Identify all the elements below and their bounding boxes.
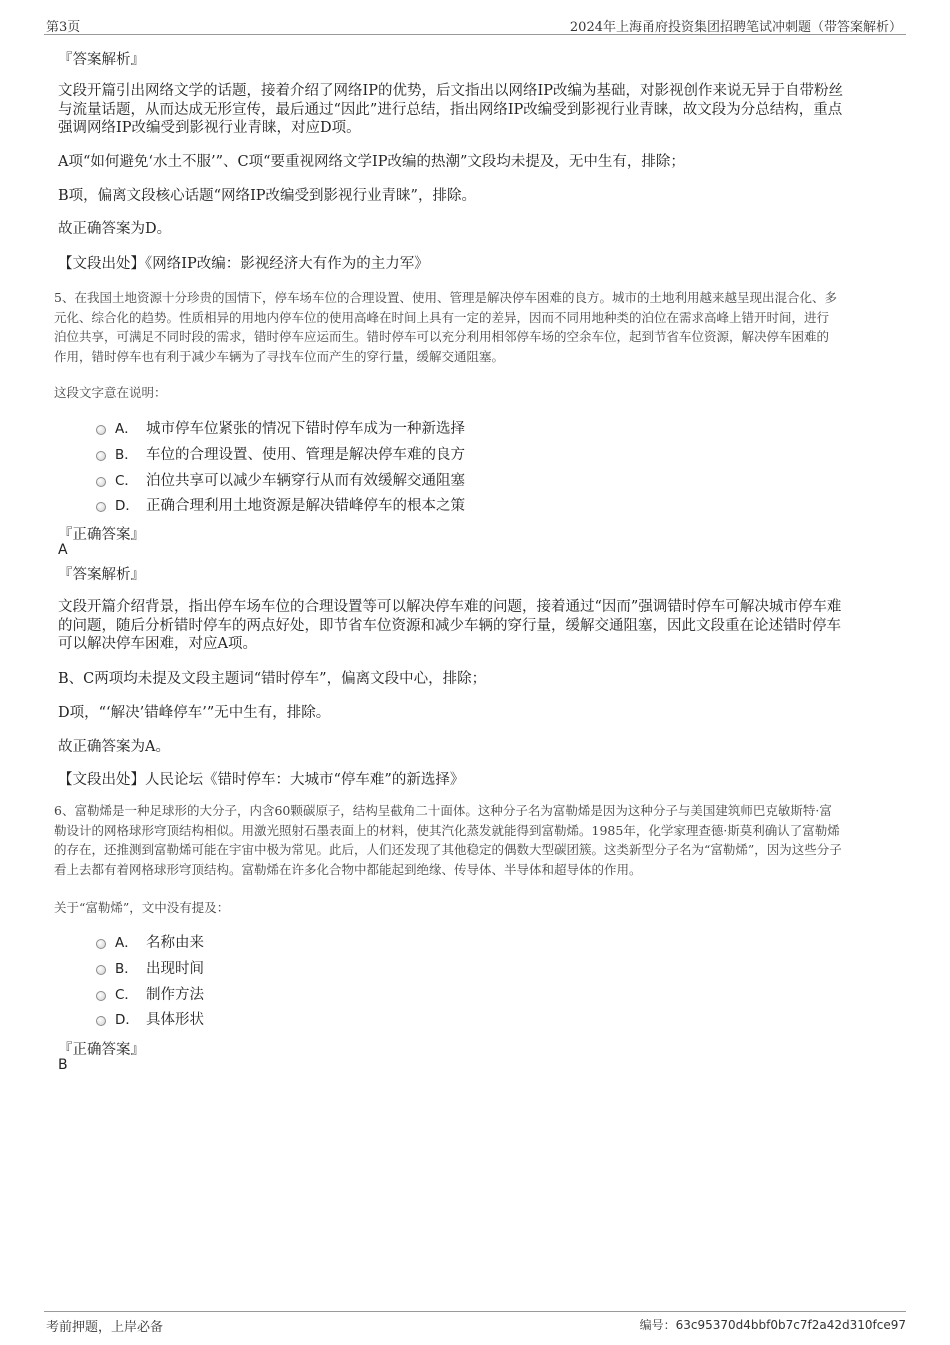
option-text: 正确合理利用土地资源是解决错峰停车的根本之策 [146,498,465,515]
question-line: 看上去都有着网格球形穹顶结构。富勒烯在许多化合物中都能起到绝缘、传导体、半导体和超导体的作用。 [54,861,642,877]
radio-button-icon[interactable] [96,965,106,975]
analysis-paragraph [58,82,888,138]
source-citation: 【文段出处】《网络IP改编：影视经济大有作为的主力军》 [58,256,429,272]
page-footer [44,1311,906,1334]
analysis-note-bc: B、C两项均未提及文段主题词“错时停车”，偏离文段中心，排除； [58,671,487,687]
analysis-line: 文段开篇介绍背景，指出停车场车位的合理设置等可以解决停车难的问题，接着通过“因而”强调错时停车可解决城市停车难 [58,599,842,615]
question-6-text [54,801,900,879]
question-6-prompt: 关于“富勒烯”，文中没有提及： [54,900,230,915]
page-number: 第3页 [46,20,81,35]
radio-button-icon[interactable] [96,502,106,512]
option-key: A． [115,421,138,437]
page-header [44,12,906,35]
analysis-line: 强调网络IP改编受到影视行业青睐，对应D项。 [58,120,361,136]
analysis-line: 可以解决停车困难，对应A项。 [58,636,257,652]
option-key: B． [115,446,138,463]
analysis-label: 『答案解析』 [58,52,145,68]
analysis-note-d: D项，“‘解决’错峰停车’”无中生有，排除。 [58,705,331,721]
analysis-conclusion: 故正确答案为A。 [58,739,170,755]
option-key: B． [115,960,138,977]
radio-button-icon[interactable] [96,1016,106,1026]
question-5-text [54,288,900,366]
analysis-line: 文段开篇引出网络文学的话题，接着介绍了网络IP的优势，后文指出以网络IP改编为基础，对影视创作来说无异于自带粉丝 [58,83,843,99]
option-key: D． [115,1012,139,1029]
option-text: 城市停车位紧张的情况下错时停车成为一种新选择 [146,421,465,437]
radio-button-icon[interactable] [96,939,106,949]
question-5-prompt: 这段文字意在说明： [54,385,167,400]
source-citation: 【文段出处】人民论坛《错时停车：大城市“停车难”的新选择》 [58,772,465,788]
option-text: 制作方法 [146,986,204,1003]
question-line: 泊位共享，可满足不同时段的需求，错时停车应运而生。错时停车可以充分利用相邻停车场的空余车位，起到节省车位资源，解决停车困难的 [54,329,830,344]
option-key: C． [115,472,138,489]
document-title: 2024年上海甬府投资集团招聘笔试冲刺题（带答案解析） [569,20,902,35]
radio-button-icon[interactable] [96,451,106,461]
correct-answer: A [58,542,68,558]
analysis-paragraph [58,598,888,654]
question-line: 元化、综合化的趋势。性质相异的用地内停车位的使用高峰在时间上具有一定的差异，因而不同用地种类的泊位在需求高峰上错开时间，进行 [54,309,830,325]
question-line: 5、在我国土地资源十分珍贵的国情下，停车场车位的合理设置、使用、管理是解决停车困难的良方。城市的土地利用越来越呈现出混合化、多 [54,290,837,305]
radio-button-icon[interactable] [96,425,106,435]
option-key: D． [115,498,139,515]
option-text: 具体形状 [146,1012,204,1029]
option-text: 车位的合理设置、使用、管理是解决停车难的良方 [146,446,465,463]
question-line: 的存在，还推测到富勒烯可能在宇宙中极为常见。此后，人们还发现了其他稳定的偶数大型碳团簇。这类新型分子名为“富勒烯”，因为这些分子 [54,842,842,857]
analysis-label: 『答案解析』 [58,567,145,583]
correct-answer-label: 『正确答案』 [58,1042,145,1058]
footer-slogan: 考前押题，上岸必备 [46,1320,164,1335]
analysis-conclusion: 故正确答案为D。 [58,221,172,237]
correct-answer: B [58,1057,68,1073]
option-key: C． [115,986,138,1003]
analysis-line: 与流量话题，从而达成无形宣传，最后通过“因此”进行总结，指出网络IP改编受到影视行业青睐，故文段为分总结构，重点 [58,101,843,118]
radio-button-icon[interactable] [96,477,106,487]
option-key: A． [115,935,138,951]
question-line: 勒设计的网格球形穹顶结构相似。用激光照射石墨表面上的材料，使其汽化蒸发就能得到富勒烯。1985年，化学家理查德·斯莫利确认了富勒烯 [54,822,840,838]
correct-answer-label: 『正确答案』 [58,527,145,543]
question-line: 作用，错时停车也有利于减少车辆为了寻找车位而产生的穿行量，缓解交通阻塞。 [54,348,505,364]
analysis-note-a: A项“如何避免‘水土不服’”、C项“要重视网络文学IP改编的热潮”文段均未提及，无中生有，排除； [58,154,685,170]
option-text: 出现时间 [146,960,204,977]
question-line: 6、富勒烯是一种足球形的大分子，内含60颗碳原子，结构呈截角二十面体。这种分子名为富勒烯是因为这种分子与美国建筑师巴克敏斯特·富 [54,803,832,818]
analysis-note-b: B项，偏离文段核心话题“网络IP改编受到影视行业青睐”，排除。 [58,188,476,204]
option-text: 名称由来 [146,935,204,951]
analysis-line: 的问题，随后分析错时停车的两点好处，即节省车位资源和减少车辆的穿行量，缓解交通阻塞，因此文段重在论述错时停车 [58,617,841,634]
option-text: 泊位共享可以减少车辆穿行从而有效缓解交通阻塞 [146,472,465,489]
document-id: 编号：63c95370d4bbf0b7c7f2a42d310fce97 [639,1318,906,1332]
radio-button-icon[interactable] [96,991,106,1001]
